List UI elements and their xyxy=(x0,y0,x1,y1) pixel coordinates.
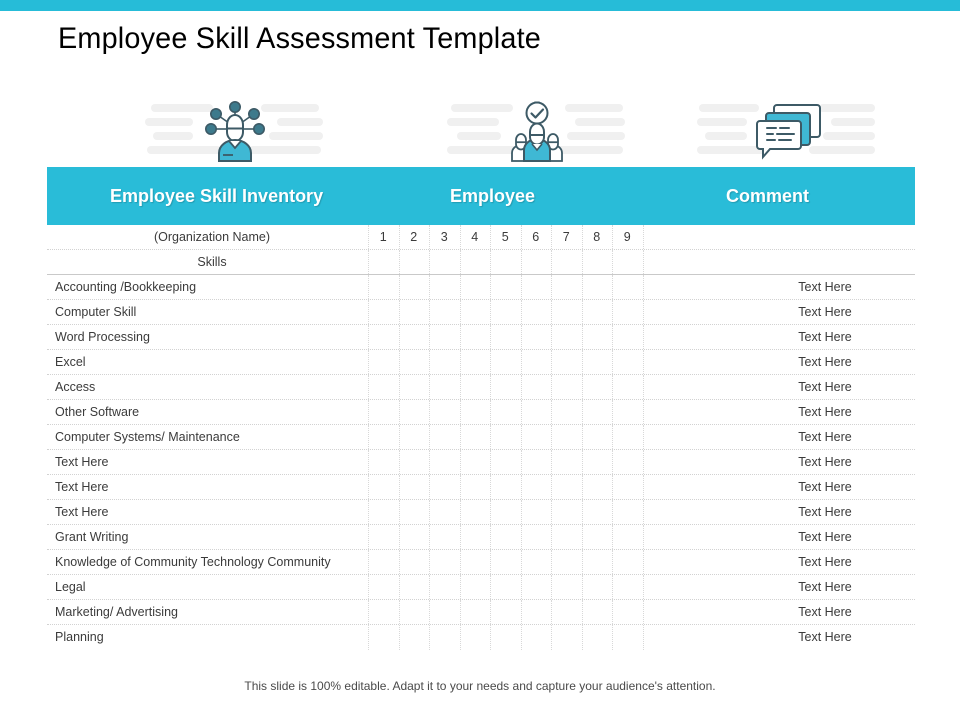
skill-name-cell: Accounting /Bookkeeping xyxy=(55,280,197,294)
column-gridline xyxy=(643,400,644,424)
column-gridline xyxy=(460,550,461,574)
column-gridline xyxy=(429,575,430,599)
column-gridline xyxy=(399,500,400,524)
column-gridline xyxy=(460,325,461,349)
column-gridline xyxy=(460,575,461,599)
column-gridline xyxy=(490,625,491,650)
column-gridline xyxy=(460,450,461,474)
column-gridline xyxy=(429,325,430,349)
column-gridline xyxy=(429,350,430,374)
column-gridline xyxy=(490,575,491,599)
column-gridline xyxy=(368,575,369,599)
table-row[interactable] xyxy=(47,500,915,525)
column-gridline xyxy=(582,275,583,299)
column-gridline xyxy=(612,400,613,424)
column-gridline xyxy=(368,400,369,424)
table-row[interactable] xyxy=(47,550,915,575)
column-gridline xyxy=(643,300,644,324)
skill-name-cell: Text Here xyxy=(55,505,109,519)
column-gridline xyxy=(460,350,461,374)
skill-name-cell: Text Here xyxy=(55,455,109,469)
column-gridline xyxy=(460,600,461,624)
column-gridline xyxy=(368,625,369,650)
chat-bubbles-icon xyxy=(751,99,823,163)
table-row[interactable] xyxy=(47,400,915,425)
column-gridline xyxy=(582,425,583,449)
column-gridline xyxy=(582,475,583,499)
column-gridline xyxy=(399,300,400,324)
column-gridline xyxy=(429,275,430,299)
column-gridline xyxy=(521,375,522,399)
column-gridline xyxy=(521,550,522,574)
column-gridline xyxy=(551,575,552,599)
column-header-employee: Employee xyxy=(450,186,536,206)
comment-cell[interactable]: Text Here xyxy=(798,580,852,594)
column-gridline xyxy=(490,275,491,299)
column-gridline xyxy=(582,500,583,524)
comment-cell[interactable]: Text Here xyxy=(798,630,852,644)
column-gridline xyxy=(643,525,644,549)
column-gridline xyxy=(429,525,430,549)
column-gridline xyxy=(429,400,430,424)
column-gridline xyxy=(551,450,552,474)
comment-cell[interactable]: Text Here xyxy=(798,480,852,494)
column-gridline xyxy=(399,425,400,449)
column-gridline xyxy=(612,625,613,650)
column-gridline xyxy=(612,450,613,474)
column-gridline xyxy=(399,450,400,474)
column-gridline xyxy=(582,325,583,349)
table-row[interactable] xyxy=(47,350,915,375)
column-gridline xyxy=(551,325,552,349)
employee-number-8: 8 xyxy=(593,230,601,244)
skill-name-cell: Grant Writing xyxy=(55,530,129,544)
team-approved-icon xyxy=(501,99,573,163)
footer-note: This slide is 100% editable. Adapt it to your needs and capture your audience's attention. xyxy=(244,679,716,693)
column-gridline xyxy=(460,500,461,524)
table-row[interactable] xyxy=(47,375,915,400)
comment-cell[interactable]: Text Here xyxy=(798,505,852,519)
column-gridline xyxy=(643,325,644,349)
column-gridline xyxy=(582,300,583,324)
employee-number-7: 7 xyxy=(562,230,570,244)
column-gridline xyxy=(399,400,400,424)
organization-name-label: (Organization Name) xyxy=(153,230,270,244)
column-gridline xyxy=(643,600,644,624)
column-gridline xyxy=(368,325,369,349)
column-gridline xyxy=(460,250,461,274)
skills-label: Skills xyxy=(197,255,227,269)
employee-number-6: 6 xyxy=(532,230,540,244)
column-gridline xyxy=(612,250,613,274)
column-gridline xyxy=(521,575,522,599)
column-gridline xyxy=(551,275,552,299)
column-gridline xyxy=(643,275,644,299)
employee-number-1: 1 xyxy=(379,230,387,244)
column-gridline xyxy=(612,275,613,299)
column-gridline xyxy=(460,375,461,399)
comment-cell[interactable]: Text Here xyxy=(798,530,852,544)
column-gridline xyxy=(429,425,430,449)
column-gridline xyxy=(460,525,461,549)
column-gridline xyxy=(612,575,613,599)
icon-cell-comment xyxy=(697,96,877,166)
column-gridline xyxy=(521,425,522,449)
column-gridline xyxy=(582,375,583,399)
column-gridline xyxy=(490,525,491,549)
column-gridline xyxy=(582,550,583,574)
column-gridline xyxy=(429,550,430,574)
comment-cell[interactable]: Text Here xyxy=(798,405,852,419)
column-gridline xyxy=(368,500,369,524)
table-row[interactable] xyxy=(47,525,915,550)
table-row-organization[interactable] xyxy=(47,225,915,250)
column-gridline xyxy=(612,500,613,524)
column-gridline xyxy=(490,300,491,324)
employee-number-9: 9 xyxy=(623,230,631,244)
column-gridline xyxy=(551,600,552,624)
column-header-comment: Comment xyxy=(726,186,810,206)
person-network-icon xyxy=(199,99,271,163)
column-gridline xyxy=(582,400,583,424)
column-gridline xyxy=(460,275,461,299)
comment-cell[interactable]: Text Here xyxy=(798,605,852,619)
column-gridline xyxy=(551,525,552,549)
column-gridline xyxy=(399,575,400,599)
column-gridline xyxy=(582,575,583,599)
column-gridline xyxy=(368,475,369,499)
column-gridline xyxy=(551,400,552,424)
column-gridline xyxy=(521,475,522,499)
comment-cell[interactable]: Text Here xyxy=(798,455,852,469)
skill-name-cell: Computer Skill xyxy=(55,305,137,319)
column-gridline xyxy=(521,525,522,549)
column-gridline xyxy=(582,525,583,549)
column-gridline xyxy=(551,375,552,399)
column-gridline xyxy=(612,350,613,374)
column-gridline xyxy=(612,475,613,499)
column-gridline xyxy=(551,300,552,324)
column-gridline xyxy=(643,500,644,524)
column-gridline xyxy=(490,375,491,399)
column-gridline xyxy=(612,425,613,449)
column-gridline xyxy=(490,325,491,349)
skill-name-cell: Knowledge of Community Technology Community xyxy=(55,555,331,569)
comment-cell[interactable]: Text Here xyxy=(798,430,852,444)
column-gridline xyxy=(551,425,552,449)
column-gridline xyxy=(521,450,522,474)
column-gridline xyxy=(490,250,491,274)
employee-number-5: 5 xyxy=(501,230,509,244)
column-gridline xyxy=(460,475,461,499)
table-row[interactable] xyxy=(47,575,915,600)
skill-name-cell: Access xyxy=(55,380,96,394)
table-header-band xyxy=(47,167,915,225)
column-gridline xyxy=(490,600,491,624)
column-gridline xyxy=(399,475,400,499)
column-gridline xyxy=(399,375,400,399)
table-row[interactable] xyxy=(47,325,915,350)
column-gridline xyxy=(612,375,613,399)
table-row[interactable] xyxy=(47,275,915,300)
column-header-inventory: Employee Skill Inventory xyxy=(110,186,324,206)
column-gridline xyxy=(490,450,491,474)
column-gridline xyxy=(521,300,522,324)
column-gridline xyxy=(643,450,644,474)
column-gridline xyxy=(368,550,369,574)
column-gridline xyxy=(551,475,552,499)
comment-cell[interactable]: Text Here xyxy=(798,355,852,369)
column-gridline xyxy=(429,500,430,524)
column-gridline xyxy=(368,275,369,299)
table-row[interactable] xyxy=(47,625,915,650)
column-gridline xyxy=(612,325,613,349)
column-gridline xyxy=(368,450,369,474)
column-gridline xyxy=(460,400,461,424)
skill-assessment-table xyxy=(47,225,915,650)
column-gridline xyxy=(612,525,613,549)
column-gridline xyxy=(551,350,552,374)
column-gridline xyxy=(399,625,400,650)
column-gridline xyxy=(612,300,613,324)
column-gridline xyxy=(368,600,369,624)
table-row-skills-label[interactable] xyxy=(47,250,915,275)
column-gridline xyxy=(521,625,522,650)
column-gridline xyxy=(460,425,461,449)
column-gridline xyxy=(490,425,491,449)
column-gridline xyxy=(643,225,644,249)
column-gridline xyxy=(490,400,491,424)
column-gridline xyxy=(521,350,522,374)
employee-number-4: 4 xyxy=(471,230,479,244)
column-gridline xyxy=(643,575,644,599)
employee-number-2: 2 xyxy=(410,230,418,244)
skill-name-cell: Other Software xyxy=(55,405,140,419)
skill-name-cell: Marketing/ Advertising xyxy=(55,605,178,619)
comment-cell[interactable]: Text Here xyxy=(798,380,852,394)
column-gridline xyxy=(429,250,430,274)
column-gridline xyxy=(521,600,522,624)
employee-number-3: 3 xyxy=(440,230,448,244)
column-gridline xyxy=(521,325,522,349)
column-gridline xyxy=(582,450,583,474)
column-gridline xyxy=(368,425,369,449)
column-gridline xyxy=(399,325,400,349)
comment-cell[interactable]: Text Here xyxy=(798,305,852,319)
column-gridline xyxy=(368,350,369,374)
table-row[interactable] xyxy=(47,475,915,500)
comment-cell[interactable]: Text Here xyxy=(798,555,852,569)
column-gridline xyxy=(399,250,400,274)
column-gridline xyxy=(582,250,583,274)
column-gridline xyxy=(551,500,552,524)
column-gridline xyxy=(429,600,430,624)
column-gridline xyxy=(643,550,644,574)
column-gridline xyxy=(490,350,491,374)
column-gridline xyxy=(368,375,369,399)
column-gridline xyxy=(521,500,522,524)
skill-name-cell: Planning xyxy=(55,630,104,644)
icon-cell-employee xyxy=(447,96,627,166)
column-gridline xyxy=(490,475,491,499)
column-gridline xyxy=(429,375,430,399)
column-gridline xyxy=(490,550,491,574)
skill-name-cell: Word Processing xyxy=(55,330,150,344)
column-gridline xyxy=(582,600,583,624)
column-gridline xyxy=(368,300,369,324)
skill-name-cell: Text Here xyxy=(55,480,109,494)
column-gridline xyxy=(399,600,400,624)
table-row[interactable] xyxy=(47,450,915,475)
column-gridline xyxy=(521,250,522,274)
column-gridline xyxy=(399,525,400,549)
column-gridline xyxy=(429,300,430,324)
column-gridline xyxy=(612,550,613,574)
column-gridline xyxy=(551,550,552,574)
column-gridline xyxy=(551,250,552,274)
skill-name-cell: Computer Systems/ Maintenance xyxy=(55,430,240,444)
column-gridline xyxy=(582,350,583,374)
column-gridline xyxy=(429,475,430,499)
skill-name-cell: Excel xyxy=(55,355,86,369)
comment-cell[interactable]: Text Here xyxy=(798,280,852,294)
column-gridline xyxy=(521,275,522,299)
column-gridline xyxy=(460,625,461,650)
column-gridline xyxy=(643,350,644,374)
column-gridline xyxy=(490,500,491,524)
table-row[interactable] xyxy=(47,300,915,325)
column-gridline xyxy=(460,300,461,324)
column-gridline xyxy=(643,250,644,274)
column-gridline xyxy=(429,625,430,650)
icon-cell-inventory xyxy=(145,96,325,166)
column-gridline xyxy=(643,425,644,449)
column-gridline xyxy=(399,350,400,374)
table-row[interactable] xyxy=(47,600,915,625)
icon-row xyxy=(47,96,915,166)
column-gridline xyxy=(368,525,369,549)
top-accent-bar xyxy=(0,0,960,11)
skill-name-cell: Legal xyxy=(55,580,86,594)
comment-cell[interactable]: Text Here xyxy=(798,330,852,344)
column-gridline xyxy=(612,600,613,624)
table-row[interactable] xyxy=(47,425,915,450)
column-gridline xyxy=(521,400,522,424)
column-gridline xyxy=(643,625,644,650)
column-gridline xyxy=(582,625,583,650)
page-title: Employee Skill Assessment Template xyxy=(58,22,542,55)
column-gridline xyxy=(643,475,644,499)
column-gridline xyxy=(429,450,430,474)
column-gridline xyxy=(551,625,552,650)
column-gridline xyxy=(643,375,644,399)
column-gridline xyxy=(399,275,400,299)
column-gridline xyxy=(399,550,400,574)
